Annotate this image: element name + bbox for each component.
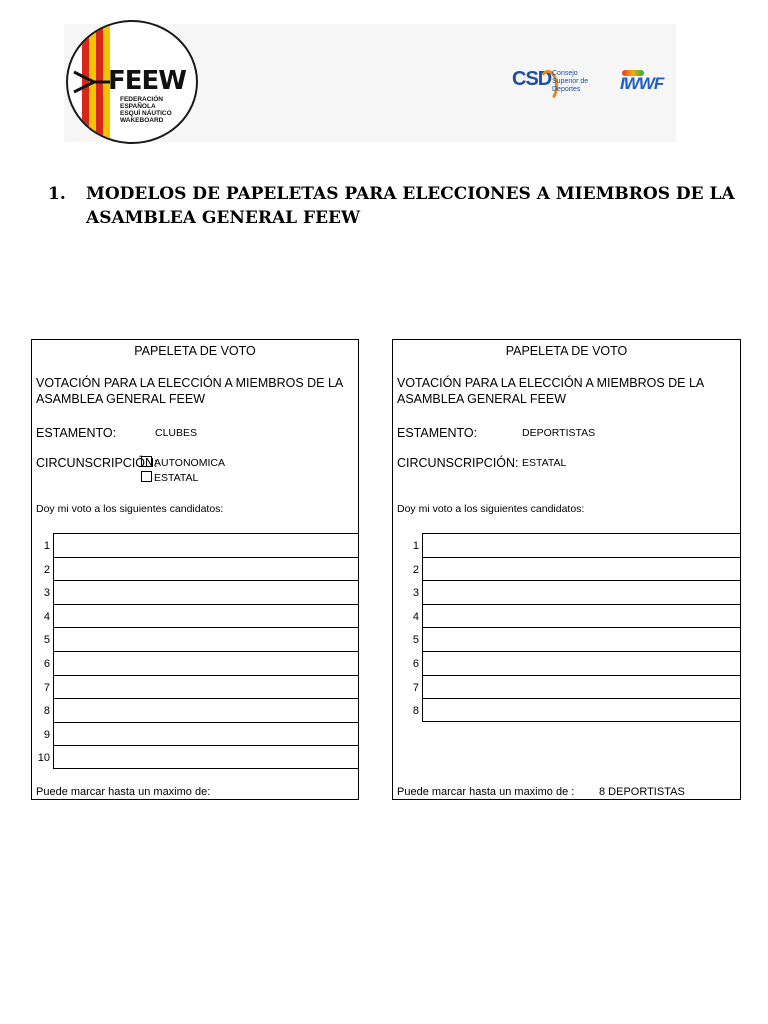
candidate-row (32, 557, 358, 581)
ballot-title: PAPELETA DE VOTO (134, 344, 256, 358)
candidate-field[interactable] (53, 557, 359, 581)
ballot-intro: Doy mi voto a los siguientes candidatos: (397, 503, 585, 515)
ballot-footer: Puede marcar hasta un maximo de : (397, 786, 575, 798)
row-number: 6 (412, 657, 419, 670)
ballot-intro: Doy mi voto a los siguientes candidatos: (36, 503, 224, 515)
row-number: 5 (43, 634, 50, 647)
circunscripcion-label: CIRCUNSCRIPCIÓN: (397, 456, 519, 470)
row-number: 1 (43, 540, 50, 552)
candidate-rows (32, 533, 358, 769)
candidate-row (32, 745, 358, 769)
row-number: 2 (43, 563, 50, 576)
candidate-field[interactable] (53, 580, 359, 604)
candidate-field[interactable] (422, 557, 741, 581)
candidate-field[interactable] (422, 580, 741, 604)
circ-option-autonomica[interactable] (141, 456, 225, 469)
ballot-vote-line: ASAMBLEA GENERAL FEEW (397, 392, 567, 406)
candidate-row (393, 675, 740, 699)
csd-logo (512, 64, 602, 104)
candidate-field[interactable] (53, 651, 359, 675)
heading-number: 1. (48, 184, 66, 204)
candidate-row (32, 722, 358, 746)
heading-text: MODELOS DE PAPELETAS PARA ELECCIONES A MIEMBROS DE LA ASAMBLEA GENERAL FEEW (86, 184, 735, 228)
estamento-label: ESTAMENTO: (36, 426, 117, 440)
row-number: 4 (412, 610, 419, 623)
circ-option-label: ESTATAL (154, 472, 199, 484)
feew-logo (66, 20, 198, 144)
candidate-row (393, 580, 740, 604)
ballot-vote-line: VOTACIÓN PARA LA ELECCIÓN A MIEMBROS DE LA (397, 376, 705, 390)
ballot-deportistas (392, 339, 741, 800)
circunscripcion-value: ESTATAL (522, 457, 567, 469)
skier-icon (72, 70, 112, 94)
checkbox-autonomica[interactable] (141, 456, 152, 467)
candidate-row (32, 604, 358, 628)
candidate-field[interactable] (53, 745, 359, 769)
csd-logo-mark: CSD (512, 68, 552, 90)
row-number: 1 (412, 540, 419, 552)
ballot-footer-value: 8 DEPORTISTAS (599, 786, 685, 798)
estamento-value: DEPORTISTAS (522, 427, 596, 439)
ballot-title: PAPELETA DE VOTO (505, 344, 628, 358)
csd-line: Deportes (552, 86, 581, 93)
estamento-value: CLUBES (155, 427, 198, 439)
candidate-rows (393, 533, 740, 722)
candidate-field[interactable] (53, 533, 359, 557)
candidate-row (32, 533, 358, 557)
iwwf-logo (620, 70, 680, 94)
estamento-label: ESTAMENTO: (397, 426, 478, 440)
candidate-row (32, 627, 358, 651)
candidate-row (32, 580, 358, 604)
circ-option-estatal[interactable] (141, 471, 198, 484)
candidate-field[interactable] (53, 675, 359, 699)
ballot-vote-line: VOTACIÓN PARA LA ELECCIÓN A MIEMBROS DE LA (36, 376, 344, 390)
row-number: 6 (43, 657, 50, 670)
feew-logo-ring (66, 20, 198, 144)
candidate-field[interactable] (53, 698, 359, 722)
candidate-field[interactable] (53, 722, 359, 746)
row-number: 9 (43, 728, 50, 741)
row-number: 3 (412, 587, 419, 600)
candidate-field[interactable] (422, 651, 741, 675)
row-number: 8 (43, 705, 50, 718)
candidate-field[interactable] (53, 604, 359, 628)
candidate-row (393, 651, 740, 675)
row-number: 3 (43, 587, 50, 600)
candidate-row (393, 604, 740, 628)
candidate-field[interactable] (422, 604, 741, 628)
checkbox-estatal[interactable] (141, 471, 152, 482)
csd-line: Superior de (552, 78, 589, 85)
iwwf-logo-mark: IWWF (620, 74, 664, 93)
csd-logo-text (552, 70, 588, 94)
candidate-field[interactable] (422, 533, 741, 557)
candidate-row (32, 698, 358, 722)
candidate-row (32, 675, 358, 699)
row-number: 10 (37, 752, 50, 765)
row-number: 2 (412, 563, 419, 576)
candidate-row (393, 533, 740, 557)
feew-logo-word: FEEW (108, 66, 186, 96)
candidate-row (393, 698, 740, 722)
ballot-footer: Puede marcar hasta un maximo de: (36, 786, 211, 798)
candidate-row (393, 557, 740, 581)
ballot-vote-line: ASAMBLEA GENERAL FEEW (36, 392, 206, 406)
feew-logo-subtitle (120, 96, 196, 124)
candidate-row (32, 651, 358, 675)
circ-option-label: AUTONOMICA (154, 457, 225, 469)
row-number: 7 (43, 681, 50, 694)
feew-sub-line: WAKEBOARD (120, 117, 164, 124)
candidate-field[interactable] (422, 698, 741, 722)
csd-line: Consejo (552, 70, 578, 77)
row-number: 8 (412, 705, 419, 718)
candidate-field[interactable] (53, 627, 359, 651)
row-number: 7 (412, 681, 419, 694)
ballot-clubes (31, 339, 359, 800)
feew-sub-line: FEDERACIÓN ESPAÑOLA (120, 96, 163, 110)
row-number: 5 (412, 634, 419, 647)
circunscripcion-label: CIRCUNSCRIPCIÓN: (36, 456, 158, 470)
candidate-field[interactable] (422, 627, 741, 651)
candidate-field[interactable] (422, 675, 741, 699)
feew-sub-line: ESQUÍ NÁUTICO (120, 110, 172, 117)
row-number: 4 (43, 610, 50, 623)
candidate-row (393, 627, 740, 651)
